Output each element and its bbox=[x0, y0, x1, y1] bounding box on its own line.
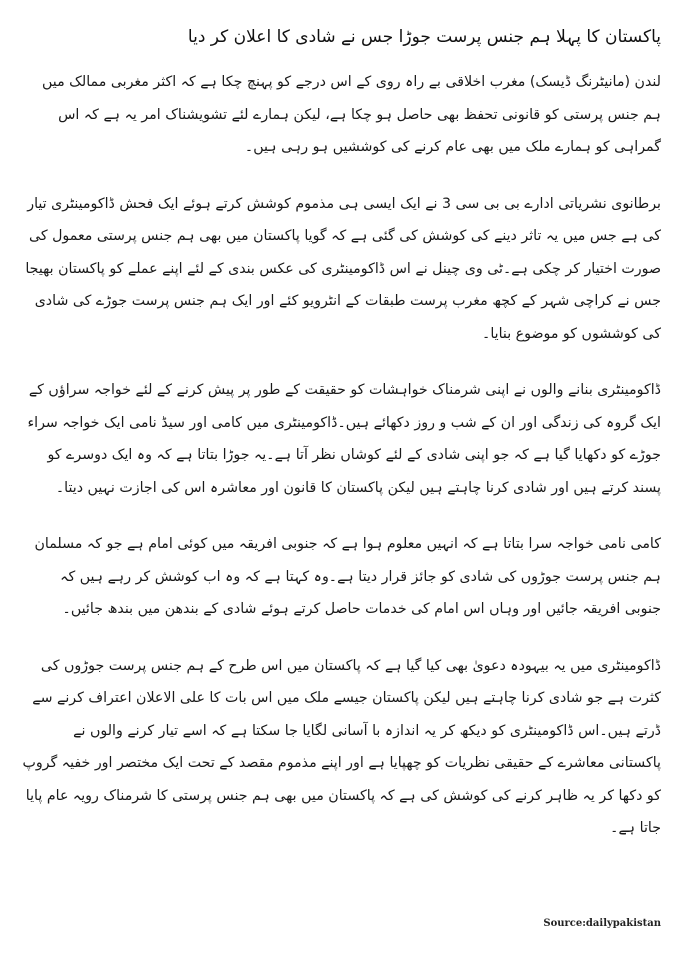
article-paragraph-4: کامی نامی خواجہ سرا بتاتا ہے کہ انہیں معلوم ہوا ہے کہ جنوبی افریقہ میں کوئی امام ہے جو کہ مسلمان ہم جنس پرست جوڑوں کی شادی کو جائز قرار دیتا ہے۔وہ کہتا ہے کہ وہ اب کوشش کر رہے ہیں کہ جنوبی افریقہ جائیں اور وہاں اس امام کی خدمات حاصل کرتے ہوئے شادی کے بندھن میں بندھ جائیں۔ bbox=[34, 536, 661, 617]
article-paragraph-3: ڈاکومینٹری بنانے والوں نے اپنی شرمناک خواہشات کو حقیقت کے طور پر پیش کرنے کے لئے خواجہ سراؤں کے ایک گروہ کی زندگی اور ان کے شب و روز دکھائے ہیں۔ڈاکومینٹری میں کامی اور سیڈ نامی ایک خواجہ سراء جوڑے کو دکھایا گیا ہے کہ جو اپنی شادی کے لئے کوشاں نظر آتا ہے۔یہ جوڑا بتاتا ہے کہ وہ ایک دوسرے کو پسند کرتے ہیں اور شادی کرنا چاہتے ہیں لیکن پاکستان کا قانون اور معاشرہ اس کی اجازت نہیں دیتا۔ bbox=[27, 382, 661, 496]
article-paragraph-1: لندن (مانیٹرنگ ڈیسک) مغرب اخلاقی بے راہ روی کے اس درجے کو پہنچ چکا ہے کہ اکثر مغربی ممالک میں ہم جنس پرستی کو قانونی تحفظ بھی حاصل ہو چکا ہے، لیکن ہمارے لئے تشویشناک امر یہ ہے کہ اس گمراہی کو ہمارے ملک میں بھی عام کرنے کی کوششیں ہو رہی ہیں۔ bbox=[41, 74, 661, 155]
article-paragraph-5: ڈاکومینٹری میں یہ بیہودہ دعویٰ بھی کیا گیا ہے کہ پاکستان میں اس طرح کے ہم جنس پرست جوڑوں کی کثرت ہے جو شادی کرنا چاہتے ہیں لیکن پاکستان جیسے ملک میں اس بات کا علی الاعلان اعتراف کرنے سے ڈرتے ہیں۔اس ڈاکومینٹری کو دیکھ کر یہ اندازہ با آسانی لگایا جا سکتا ہے کہ اسے تیار کرنے والوں نے پاکستانی معاشرے کے حقیقی نظریات کو چھپایا ہے اور اپنے مذموم مقصد کے تحت ایک مختصر اور خفیہ گروپ کو دکھا کر یہ ظاہر کرنے کی کوشش کی ہے کہ پاکستان میں بھی ہم جنس پرستی کا شرمناک رویہ عام پایا جاتا ہے۔ bbox=[22, 657, 661, 836]
source-credit: Source:dailypakistan bbox=[543, 918, 661, 929]
article-title: پاکستان کا پہلا ہم جنس پرست جوڑا جس نے شادی کا اعلان کر دیا bbox=[187, 27, 661, 47]
article-paragraph-2: برطانوی نشریاتی ادارے بی بی سی 3 نے ایک ایسی ہی مذموم کوشش کرتے ہوئے ایک فحش ڈاکومینٹری تیار کی ہے جس میں یہ تاثر دینے کی کوشش کی گئی ہے کہ گویا پاکستان میں بھی ہم جنس پرستی معمول کی صورت اختیار کر چکی ہے۔ٹی وی چینل نے اس ڈاکومینٹری کی عکس بندی کے لئے اپنے عملے کو پاکستان بھیجا جس نے کراچی شہر کے کچھ مغرب پرست طبقات کے انٹرویو کئے اور ایک ہم جنس پرست جوڑے کی شادی کی کوششوں کو موضوع بنایا۔ bbox=[25, 195, 661, 342]
